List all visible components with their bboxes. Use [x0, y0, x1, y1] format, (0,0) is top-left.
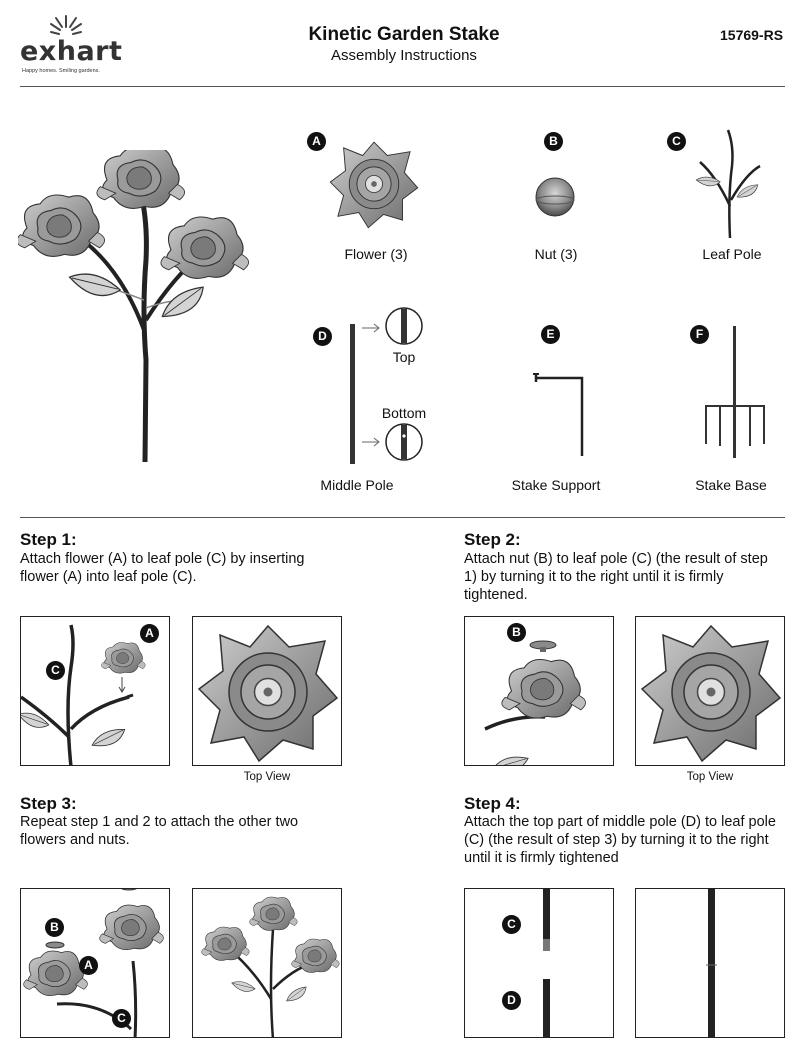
assembled-product-illustration [18, 150, 258, 470]
step-4-diagram [464, 888, 614, 1038]
logo-wordmark: exhart [20, 36, 123, 67]
step-3-badge-b: B [45, 918, 64, 937]
step-2-text: Attach nut (B) to leaf pole (C) (the result of step 1) by turning it to the right until it is firmly tightened. [464, 551, 768, 603]
part-caption-leaf-pole: Leaf Pole [702, 246, 762, 262]
step-3-result-image [192, 888, 342, 1038]
nut-part-image [532, 174, 578, 220]
step-3-diagram [20, 888, 170, 1038]
flower-part-image [326, 136, 422, 232]
step-4-title: Step 4: [464, 794, 521, 813]
step-3-text: Repeat step 1 and 2 to attach the other two flowers and nuts. [20, 814, 299, 848]
step-4-result-image [635, 888, 785, 1038]
logo-tagline: Happy homes. Smiling gardens. [22, 68, 100, 74]
step-3-badge-a: A [79, 956, 98, 975]
step-3-title: Step 3: [20, 794, 77, 813]
middle-pole-bottom-label: Bottom [381, 405, 427, 421]
step-1-text: Attach flower (A) to leaf pole (C) by inserting flower (A) into leaf pole (C). [20, 551, 305, 585]
part-badge-e: E [541, 325, 560, 344]
part-caption-middle-pole: Middle Pole [320, 477, 394, 493]
part-caption-stake-base: Stake Base [695, 477, 767, 493]
step-1-top-view-caption: Top View [243, 771, 291, 783]
middle-pole-part-image [340, 304, 430, 466]
step-1-badge-a: A [140, 624, 159, 643]
step-1-badge-c: C [46, 661, 65, 680]
step-1-title: Step 1: [20, 530, 77, 549]
step-3-badge-c: C [112, 1009, 131, 1028]
step-2-top-view-caption: Top View [686, 771, 734, 783]
step-2-diagram [464, 616, 614, 766]
part-badge-d: D [313, 327, 332, 346]
part-caption-stake-support: Stake Support [511, 477, 601, 493]
step-1-diagram [20, 616, 170, 766]
part-badge-a: A [307, 132, 326, 151]
document-subtitle: Assembly Instructions [331, 47, 477, 64]
step-2-title: Step 2: [464, 530, 521, 549]
part-caption-flower: Flower (3) [344, 246, 408, 262]
brand-logo [20, 14, 123, 76]
stake-base-part-image [700, 326, 770, 460]
stake-support-part-image [530, 370, 590, 460]
step-4-badge-d: D [502, 991, 521, 1010]
step-1-top-view-image [192, 616, 342, 766]
part-badge-c: C [667, 132, 686, 151]
parts-divider [20, 517, 785, 518]
step-2-top-view-image [635, 616, 785, 766]
header-divider [20, 86, 785, 87]
document-title: Kinetic Garden Stake [308, 24, 500, 45]
middle-pole-top-label: Top [392, 349, 416, 365]
part-badge-f: F [690, 325, 709, 344]
product-code: 15769-RS [720, 27, 784, 43]
part-caption-nut: Nut (3) [534, 246, 578, 262]
part-badge-b: B [544, 132, 563, 151]
leaf-pole-part-image [690, 126, 770, 240]
step-2-badge-b: B [507, 623, 526, 642]
step-4-text: Attach the top part of middle pole (D) to leaf pole (C) (the result of step 3) by turning it to the right until it is firmly tightened [464, 814, 776, 866]
step-4-badge-c: C [502, 915, 521, 934]
